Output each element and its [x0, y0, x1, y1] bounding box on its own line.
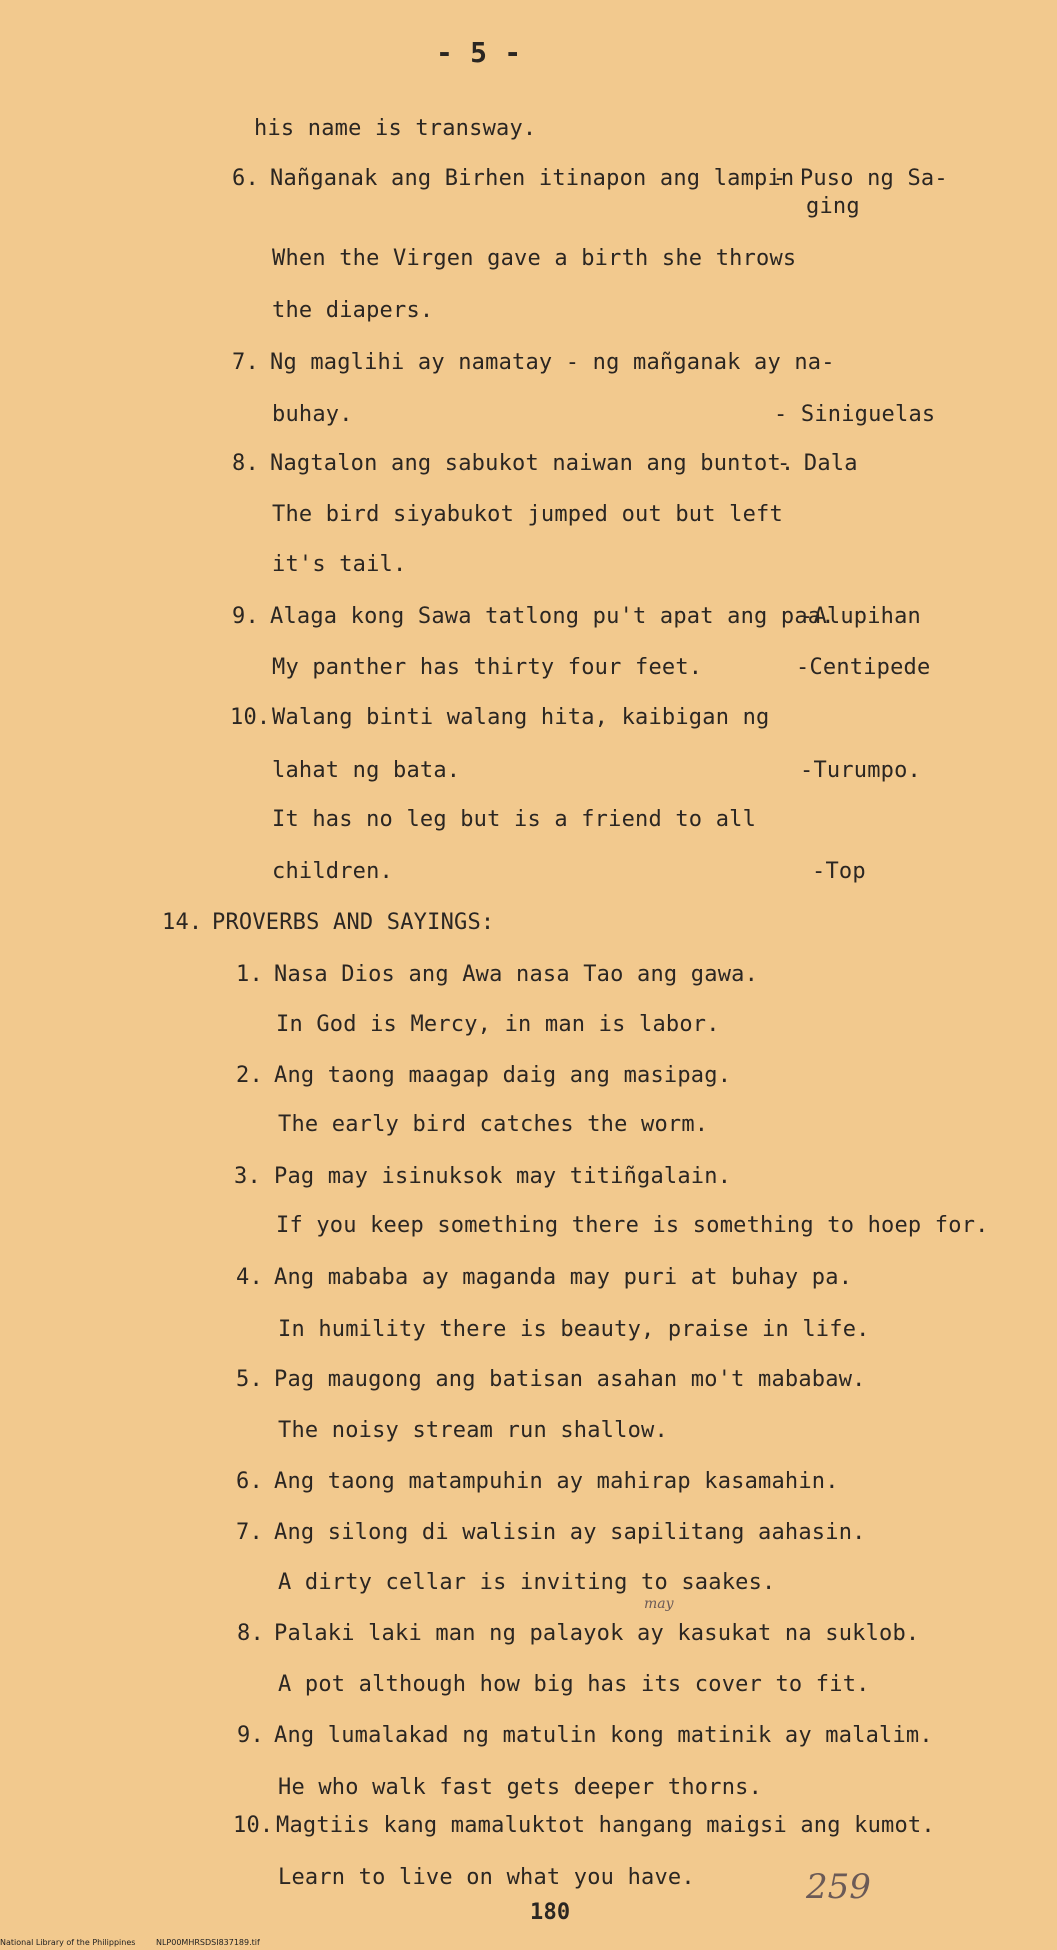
riddle-answer: -Alupihan	[800, 604, 922, 629]
riddle-text: Alaga kong Sawa tatlong pu't apat ang paa.	[270, 604, 835, 629]
proverb-english: In humility there is beauty, praise in life.	[278, 1317, 870, 1342]
riddle-number: 8.	[232, 451, 259, 476]
proverb-english: In God is Mercy, in man is labor.	[276, 1012, 720, 1037]
proverb-tagalog: Ang taong matampuhin ay mahirap kasamahin.	[274, 1469, 839, 1494]
proverb-english: The noisy stream run shallow.	[278, 1418, 668, 1443]
riddle-number: 6.	[232, 166, 259, 191]
proverb-number: 3.	[234, 1164, 261, 1189]
proverb-english: The early bird catches the worm.	[278, 1112, 709, 1137]
proverb-tagalog: Ang taong maagap daig ang masipag.	[274, 1063, 732, 1088]
riddle-translation: It has no leg but is a friend to all	[272, 807, 757, 832]
riddle-translation-answer: -Centipede	[796, 655, 931, 680]
riddle-translation-answer: -Top	[812, 859, 866, 884]
riddle-translation: When the Virgen gave a birth she throws	[272, 246, 797, 271]
proverb-english: Learn to live on what you have.	[278, 1865, 695, 1890]
riddle-text: buhay.	[272, 402, 353, 427]
handwritten-insertion: may	[644, 1596, 674, 1612]
section-number: 14.	[162, 910, 203, 935]
proverb-english: He who walk fast gets deeper thorns.	[278, 1775, 763, 1800]
proverb-english: If you keep something there is something to hoep for.	[276, 1213, 989, 1238]
riddle-answer: - Siniguelas	[774, 402, 936, 427]
handwritten-number: 259	[806, 1867, 871, 1907]
riddle-text: Walang binti walang hita, kaibigan ng	[272, 705, 770, 730]
riddle-translation: The bird siyabukot jumped out but left	[272, 502, 783, 527]
footer-filename: NLP00MHRSDSI837189.tif	[155, 1938, 260, 1947]
proverb-number: 7.	[236, 1520, 263, 1545]
riddle-answer-cont: ging	[806, 194, 860, 219]
proverb-tagalog: Ang mababa ay maganda may puri at buhay pa.	[274, 1265, 853, 1290]
riddle-text: Ng maglihi ay namatay - ng mañganak ay na-	[270, 350, 835, 375]
riddle-number: 7.	[232, 350, 259, 375]
riddle-answer: - Dala	[777, 451, 858, 476]
proverb-tagalog: Magtiis kang mamaluktot hangang maigsi ang kumot.	[276, 1813, 935, 1838]
riddle-number: 10.	[230, 705, 271, 730]
riddle-translation: the diapers.	[272, 298, 434, 323]
proverb-number: 5.	[236, 1367, 263, 1392]
proverb-tagalog: Pag maugong ang batisan asahan mo't mababaw.	[274, 1367, 866, 1392]
proverb-tagalog: Ang lumalakad ng matulin kong matinik ay malalim.	[274, 1723, 933, 1748]
riddle-number: 9.	[232, 604, 259, 629]
section-title: PROVERBS AND SAYINGS:	[212, 910, 495, 935]
proverb-number: 10.	[233, 1813, 274, 1838]
proverb-number: 8.	[237, 1621, 264, 1646]
page-number: - 5 -	[436, 36, 522, 69]
riddle-answer: - Puso ng Sa-	[773, 166, 948, 191]
riddle-translation: children.	[272, 859, 394, 884]
proverb-number: 2.	[236, 1063, 263, 1088]
stamp-number: 180	[530, 1900, 571, 1925]
proverb-number: 1.	[236, 962, 263, 987]
riddle-translation: it's tail.	[272, 552, 407, 577]
footer-library: National Library of the Philippines	[0, 1938, 136, 1947]
proverb-number: 4.	[236, 1265, 263, 1290]
riddle-answer: -Turumpo.	[800, 758, 922, 783]
proverb-english: A pot although how big has its cover to fit.	[278, 1672, 870, 1697]
riddle-text: Nañganak ang Birhen itinapon ang lampin	[270, 166, 795, 191]
proverb-english: A dirty cellar is inviting to saakes.	[278, 1570, 776, 1595]
proverb-tagalog: Palaki laki man ng palayok ay kasukat na suklob.	[274, 1621, 920, 1646]
proverb-tagalog: Pag may isinuksok may titiñgalain.	[274, 1164, 732, 1189]
riddle-text: Nagtalon ang sabukot naiwan ang buntot.	[270, 451, 795, 476]
proverb-tagalog: Ang silong di walisin ay sapilitang aahasin.	[274, 1520, 866, 1545]
proverb-tagalog: Nasa Dios ang Awa nasa Tao ang gawa.	[274, 962, 759, 987]
proverb-number: 6.	[236, 1469, 263, 1494]
riddle-text: lahat ng bata.	[272, 758, 461, 783]
riddle-translation: My panther has thirty four feet.	[272, 655, 703, 680]
scan-footer	[0, 1938, 278, 1948]
proverb-number: 9.	[237, 1723, 264, 1748]
continuation-line: his name is transway.	[254, 116, 537, 141]
